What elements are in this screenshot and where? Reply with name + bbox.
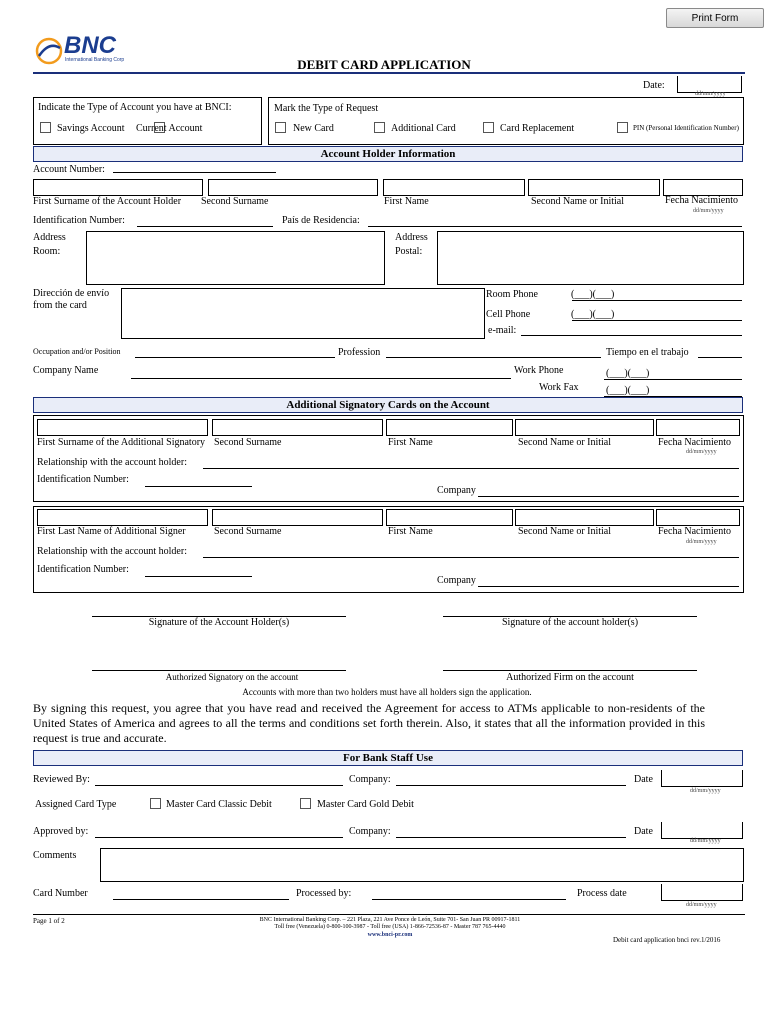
signer2-second-surname-label: Second Surname bbox=[214, 526, 282, 537]
second-surname-field[interactable] bbox=[208, 179, 378, 196]
auth-signature-right-label: Authorized Firm on the account bbox=[506, 672, 634, 683]
signer1-relationship-label: Relationship with the account holder: bbox=[37, 457, 187, 468]
second-name-field[interactable] bbox=[528, 179, 660, 196]
additional-card-checkbox[interactable] bbox=[374, 122, 385, 133]
account-number-label: Account Number: bbox=[33, 164, 105, 175]
company-name-field[interactable] bbox=[131, 378, 511, 379]
new-card-checkbox[interactable] bbox=[275, 122, 286, 133]
processed-by-field[interactable] bbox=[372, 899, 566, 900]
staff-company-field-2[interactable] bbox=[396, 837, 626, 838]
shipping-label: Dirección de envío from the card bbox=[33, 288, 110, 311]
auth-signature-left-label: Authorized Signatory on the account bbox=[165, 672, 299, 682]
signer2-birth-hint: dd/mm/yyyy bbox=[686, 539, 717, 545]
signer1-first-surname-label: First Surname of the Additional Signatory bbox=[37, 437, 206, 448]
signer1-company-label: Company bbox=[437, 485, 476, 496]
time-job-label: Tiempo en el trabajo bbox=[606, 347, 689, 358]
signer1-second-surname-label: Second Surname bbox=[214, 437, 282, 448]
staff-date-field-2[interactable] bbox=[661, 822, 743, 839]
work-phone-label: Work Phone bbox=[514, 365, 564, 376]
new-card-label: New Card bbox=[293, 123, 334, 134]
logo-text: BNC bbox=[64, 32, 116, 59]
second-surname-label: Second Surname bbox=[201, 196, 269, 207]
address-postal-label: Address Postal: bbox=[395, 232, 428, 257]
first-name-label: First Name bbox=[384, 196, 429, 207]
signer1-second-name-label: Second Name or Initial bbox=[518, 437, 612, 448]
pin-label: PIN (Personal Identification Number) bbox=[633, 124, 739, 132]
savings-checkbox[interactable] bbox=[40, 122, 51, 133]
signer2-company-label: Company bbox=[437, 575, 476, 586]
signer1-relationship-field[interactable] bbox=[203, 468, 739, 469]
footer-rule bbox=[33, 914, 745, 915]
signer1-birth-label: Fecha Nacimiento bbox=[658, 437, 732, 448]
auth-signature-right-line[interactable] bbox=[443, 670, 697, 671]
email-label: e-mail: bbox=[488, 325, 517, 336]
pin-checkbox[interactable] bbox=[617, 122, 628, 133]
gold-debit-checkbox[interactable] bbox=[300, 798, 311, 809]
signer2-second-name-label: Second Name or Initial bbox=[518, 526, 612, 537]
signature-note: Accounts with more than two holders must have all holders sign the application. bbox=[242, 687, 532, 697]
signer1-birth-field[interactable] bbox=[656, 419, 740, 436]
signer1-first-name-label: First Name bbox=[388, 437, 433, 448]
address-room-field[interactable] bbox=[86, 231, 385, 285]
date-label: Date: bbox=[643, 80, 665, 91]
staff-date-hint-1: dd/mm/yyyy bbox=[690, 788, 721, 794]
footer-address: BNC International Banking Corp. – 221 Plaza, 221 Ave Ponce de León, Suite 701- San Juan PR 00917-1811 bbox=[259, 917, 521, 923]
footer-tollfree: Toll free (Venezuela) 0-800-100-3987 - Toll free (USA) 1-866-72536-87 - Master 787 765-4440 bbox=[274, 924, 506, 930]
cell-phone-field[interactable] bbox=[572, 320, 742, 321]
comments-label: Comments bbox=[33, 850, 77, 861]
cell-phone-label: Cell Phone bbox=[486, 309, 531, 320]
staff-date-field-1[interactable] bbox=[661, 770, 743, 787]
occupation-field[interactable] bbox=[135, 357, 335, 358]
signer2-relationship-field[interactable] bbox=[203, 557, 739, 558]
signer2-company-field[interactable] bbox=[478, 586, 739, 587]
shipping-field[interactable] bbox=[121, 288, 485, 339]
room-phone-field[interactable] bbox=[572, 300, 742, 301]
birth-label: Fecha Nacimiento bbox=[665, 195, 739, 206]
work-fax-mask: (___)(___) bbox=[606, 385, 650, 396]
country-label: País de Residencia: bbox=[282, 215, 360, 226]
processed-by-label: Processed by: bbox=[296, 888, 352, 899]
signer1-second-name-field[interactable] bbox=[515, 419, 654, 436]
id-number-field[interactable] bbox=[137, 226, 273, 227]
staff-band: For Bank Staff Use bbox=[33, 750, 743, 766]
profession-field[interactable] bbox=[386, 357, 601, 358]
work-phone-field[interactable] bbox=[604, 379, 742, 380]
id-number-label: Identification Number: bbox=[33, 215, 125, 226]
country-field[interactable] bbox=[368, 226, 742, 227]
company-name-label: Company Name bbox=[33, 365, 99, 376]
agreement-text: By signing this request, you agree that you have read and received the Agreement for access to ATMs applicable to non-residents of the United States of America and agrees to all the terms and conditions set forth therein. Also, it states that all the information provided in this request is true and accurate. bbox=[33, 701, 705, 745]
reviewed-by-label: Reviewed By: bbox=[33, 774, 90, 785]
staff-date-label-2: Date bbox=[634, 826, 653, 837]
additional-card-label: Additional Card bbox=[391, 123, 456, 134]
account-type-label: Indicate the Type of Account you have at BNCI: bbox=[38, 102, 232, 113]
card-number-label: Card Number bbox=[33, 888, 88, 899]
auth-signature-left-line[interactable] bbox=[92, 670, 346, 671]
approved-by-label: Approved by: bbox=[33, 826, 89, 837]
occupation-label: Occupation and/or Position bbox=[33, 347, 121, 356]
replacement-label: Card Replacement bbox=[500, 123, 575, 134]
staff-date-hint-2: dd/mm/yyyy bbox=[690, 838, 721, 844]
staff-date-label-1: Date bbox=[634, 774, 653, 785]
signer2-first-surname-label: First Last Name of Additional Signer bbox=[37, 526, 186, 537]
reviewed-by-field[interactable] bbox=[95, 785, 343, 786]
classic-debit-checkbox[interactable] bbox=[150, 798, 161, 809]
first-surname-label: First Surname of the Account Holder bbox=[33, 196, 182, 207]
signer2-id-label: Identification Number: bbox=[37, 564, 129, 575]
email-field[interactable] bbox=[521, 335, 742, 336]
signer2-first-name-label: First Name bbox=[388, 526, 433, 537]
card-number-field[interactable] bbox=[113, 899, 289, 900]
signer2-first-name-field[interactable] bbox=[386, 509, 513, 526]
page-title: DEBIT CARD APPLICATION bbox=[297, 57, 471, 72]
page-number: Page 1 of 2 bbox=[33, 917, 65, 925]
staff-company-field-1[interactable] bbox=[396, 785, 626, 786]
signer2-second-surname-field[interactable] bbox=[212, 509, 383, 526]
logo-subtext: International Banking Corp bbox=[65, 57, 125, 63]
room-phone-label: Room Phone bbox=[486, 289, 538, 300]
staff-company-label-2: Company: bbox=[349, 826, 391, 837]
room-phone-mask: (___)(___) bbox=[571, 289, 615, 300]
holder-signature-left-label: Signature of the Account Holder(s) bbox=[148, 617, 290, 628]
signer1-first-surname-field[interactable] bbox=[37, 419, 208, 436]
date-hint: dd/mm/yyyy bbox=[695, 91, 726, 97]
current-label: Current Account bbox=[136, 123, 203, 134]
signer2-birth-label: Fecha Nacimiento bbox=[658, 526, 732, 537]
birth-hint: dd/mm/yyyy bbox=[693, 208, 724, 214]
process-date-field[interactable] bbox=[661, 884, 743, 901]
cell-phone-mask: (___)(___) bbox=[571, 309, 615, 320]
signer2-first-surname-field[interactable] bbox=[37, 509, 208, 526]
first-surname-field[interactable] bbox=[33, 179, 203, 196]
process-date-label: Process date bbox=[577, 888, 627, 899]
profession-label: Profession bbox=[338, 347, 381, 358]
work-fax-label: Work Fax bbox=[539, 382, 579, 393]
signer1-company-field[interactable] bbox=[478, 496, 739, 497]
additional-signatory-band: Additional Signatory Cards on the Account bbox=[33, 397, 743, 413]
address-room-label: Address Room: bbox=[33, 232, 66, 257]
address-postal-field[interactable] bbox=[437, 231, 744, 285]
request-type-label: Mark the Type of Request bbox=[274, 103, 379, 114]
process-date-hint: dd/mm/yyyy bbox=[686, 902, 717, 908]
second-name-label: Second Name or Initial bbox=[531, 196, 625, 207]
signer1-first-name-field[interactable] bbox=[386, 419, 513, 436]
assigned-card-label: Assigned Card Type bbox=[35, 799, 117, 810]
print-form-button[interactable]: Print Form bbox=[666, 8, 764, 28]
footer-revision: Debit card application bnci rev.1/2016 bbox=[613, 936, 721, 944]
signer2-birth-field[interactable] bbox=[656, 509, 740, 526]
signer1-id-label: Identification Number: bbox=[37, 474, 129, 485]
holder-signature-right-label: Signature of the account holder(s) bbox=[501, 617, 639, 628]
classic-debit-label: Master Card Classic Debit bbox=[166, 799, 272, 810]
signer1-birth-hint: dd/mm/yyyy bbox=[686, 449, 717, 455]
approved-by-field[interactable] bbox=[95, 837, 343, 838]
staff-company-label-1: Company: bbox=[349, 774, 391, 785]
work-phone-mask: (___)(___) bbox=[606, 368, 650, 379]
savings-label: Savings Account bbox=[57, 123, 125, 134]
signer2-second-name-field[interactable] bbox=[515, 509, 654, 526]
signer2-id-field[interactable] bbox=[145, 576, 252, 577]
footer-url[interactable]: www.bnci-pr.com bbox=[367, 932, 413, 938]
account-holder-band: Account Holder Information bbox=[33, 146, 743, 162]
signer2-relationship-label: Relationship with the account holder: bbox=[37, 546, 187, 557]
comments-field[interactable] bbox=[100, 848, 744, 882]
replacement-checkbox[interactable] bbox=[483, 122, 494, 133]
birth-date-field[interactable] bbox=[663, 179, 743, 196]
gold-debit-label: Master Card Gold Debit bbox=[317, 799, 414, 810]
title-rule bbox=[33, 72, 745, 74]
signer1-second-surname-field[interactable] bbox=[212, 419, 383, 436]
account-number-field[interactable] bbox=[113, 172, 276, 173]
time-job-field[interactable] bbox=[698, 357, 742, 358]
signer1-id-field[interactable] bbox=[145, 486, 252, 487]
first-name-field[interactable] bbox=[383, 179, 525, 196]
